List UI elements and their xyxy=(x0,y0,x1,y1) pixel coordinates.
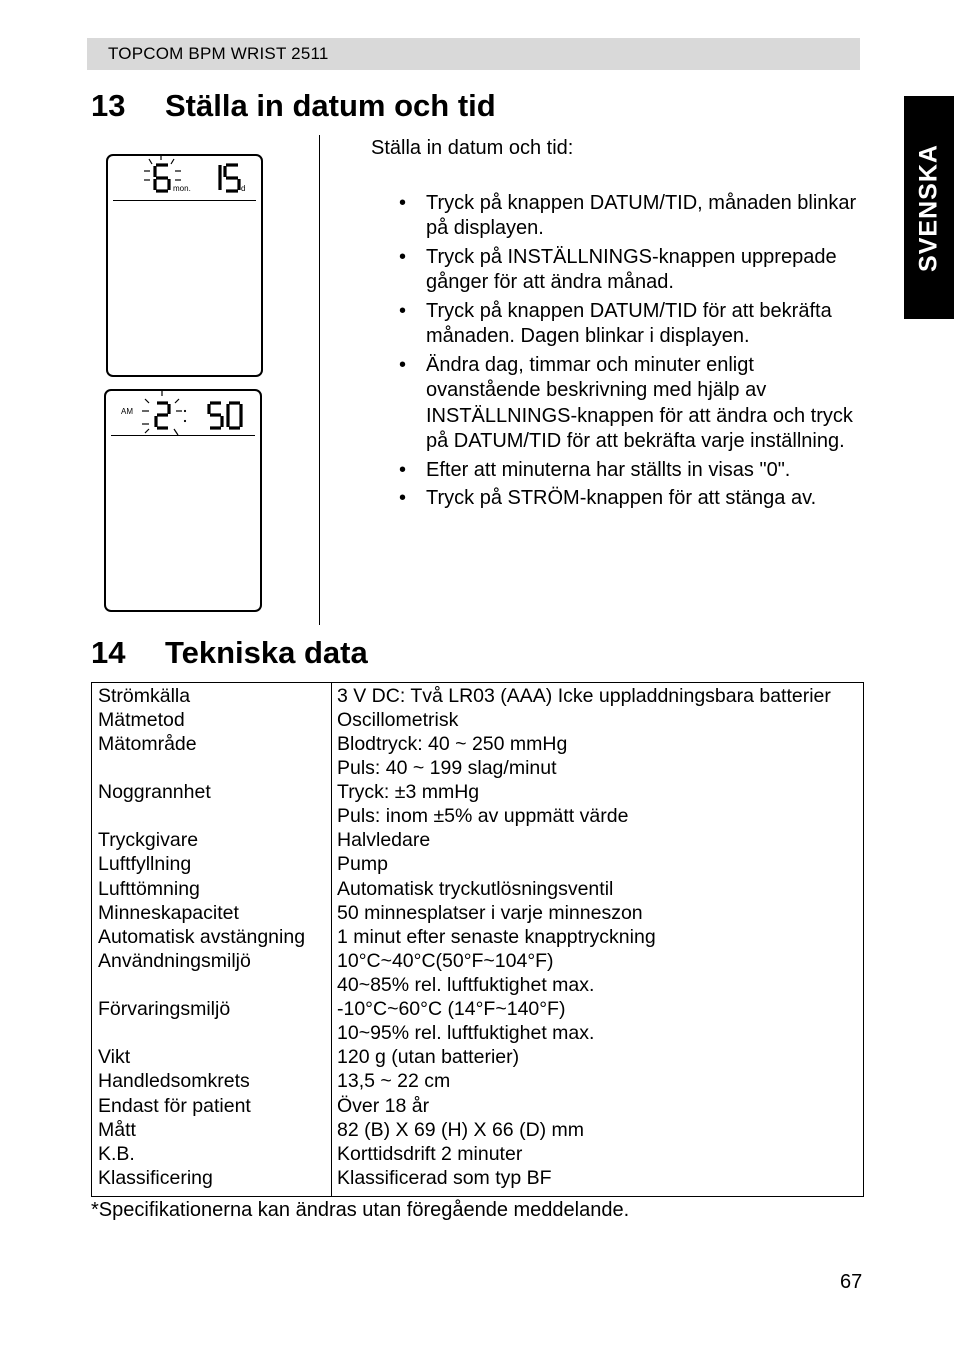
colon-dot xyxy=(184,420,186,422)
spec-value: Oscillometrisk xyxy=(337,709,459,731)
hour-digit-segments xyxy=(156,403,169,428)
lcd-divider xyxy=(113,200,256,201)
spec-value: -10°C~60°C (14°F~140°F) xyxy=(337,998,566,1020)
instruction-text: Ändra dag, timmar och minuter enligt ovanstående beskrivning med hjälp av INSTÄLLNINGS-knappen för att ändra och tryck på DATUM/TID för att bekräfta varje inställning. xyxy=(426,353,853,452)
month-unit: mon. xyxy=(173,184,191,193)
spec-key: Strömkälla xyxy=(98,685,191,707)
instruction-item xyxy=(371,191,861,242)
day-unit: d xyxy=(241,184,246,193)
spec-key: Handledsomkrets xyxy=(98,1070,250,1092)
instruction-text: Efter att minuterna har ställts in visas "0". xyxy=(426,458,791,481)
spec-value: Över 18 år xyxy=(337,1095,430,1117)
spec-key: Noggrannhet xyxy=(98,781,211,803)
spec-key: Förvaringsmiljö xyxy=(98,998,231,1020)
bullet-mark: • xyxy=(399,458,407,481)
spec-key: Endast för patient xyxy=(98,1095,251,1117)
running-header xyxy=(87,38,860,70)
lcd-display-time xyxy=(104,389,262,612)
spec-value: 1 minut efter senaste knapptryckning xyxy=(337,926,656,948)
blink-rays-month xyxy=(144,156,181,180)
instructions-block xyxy=(371,136,861,515)
spec-value: 50 minnesplatser i varje minneszon xyxy=(337,902,643,924)
instructions-intro: Ställa in datum och tid: xyxy=(371,137,574,159)
section-14-heading xyxy=(91,635,368,671)
spec-value: Korttidsdrift 2 minuter xyxy=(337,1143,523,1165)
spec-key: Mätmetod xyxy=(98,709,185,731)
spec-value: 10°C~40°C(50°F~104°F) xyxy=(337,950,554,972)
lcd-time-digits-graphic xyxy=(106,391,260,610)
bullet-mark: • xyxy=(399,353,407,376)
instruction-text: Tryck på INSTÄLLNINGS-knappen upprepade gånger för att ändra månad. xyxy=(426,245,837,293)
spec-key: K.B. xyxy=(98,1143,135,1165)
instruction-text: Tryck på STRÖM-knappen för att stänga av. xyxy=(426,487,817,509)
section-13-title: Ställa in datum och tid xyxy=(165,88,496,123)
minute-digit-segments xyxy=(209,403,241,428)
spec-value: Pump xyxy=(337,853,388,875)
spec-value: 40~85% rel. luftfuktighet max. xyxy=(337,974,595,996)
spec-value: Klassificerad som typ BF xyxy=(337,1167,552,1189)
section-13-number: 13 xyxy=(91,88,126,123)
language-tab xyxy=(904,96,954,319)
spec-value: Blodtryck: 40 ~ 250 mmHg xyxy=(337,733,568,755)
spec-key: Vikt xyxy=(98,1046,131,1068)
instruction-item xyxy=(371,458,861,484)
technical-data-table xyxy=(91,682,864,1197)
spec-key: Mätområde xyxy=(98,733,197,755)
spec-value: 3 V DC: Två LR03 (AAA) Icke uppladdningsbara batterier xyxy=(337,685,831,707)
instruction-item xyxy=(371,245,861,296)
spec-key: Klassificering xyxy=(98,1167,213,1189)
spec-key: Automatisk avstängning xyxy=(98,926,306,948)
month-digit-segments xyxy=(155,165,169,191)
spec-key: Tryckgivare xyxy=(98,829,199,851)
spec-key: Luftfyllning xyxy=(98,853,192,875)
spec-value: Halvledare xyxy=(337,829,431,851)
instructions-list xyxy=(371,191,861,512)
section-14-number: 14 xyxy=(91,635,126,670)
lcd-display-date xyxy=(106,154,263,377)
lcd-divider xyxy=(111,435,255,436)
spec-value: Puls: 40 ~ 199 slag/minut xyxy=(337,757,557,779)
instruction-text: Tryck på knappen DATUM/TID, månaden blinkar på displayen. xyxy=(426,191,857,239)
spec-key: Minneskapacitet xyxy=(98,902,239,924)
spec-key: Lufttömning xyxy=(98,878,200,900)
spec-value: 120 g (utan batterier) xyxy=(337,1046,520,1068)
spec-value: 82 (B) X 69 (H) X 66 (D) mm xyxy=(337,1119,585,1141)
spec-value: Puls: inom ±5% av uppmätt värde xyxy=(337,805,629,827)
ampm-indicator: AM xyxy=(121,407,133,416)
spec-value: 13,5 ~ 22 cm xyxy=(337,1070,451,1092)
table-column-divider xyxy=(331,683,332,1196)
running-header-title: TOPCOM BPM WRIST 2511 xyxy=(108,44,329,63)
colon-dot xyxy=(184,410,186,412)
bullet-mark: • xyxy=(399,191,407,214)
spec-key: Användningsmiljö xyxy=(98,950,251,972)
section-13-heading xyxy=(91,88,496,124)
day-digit-segments xyxy=(220,165,239,191)
spec-key: Mått xyxy=(98,1119,136,1141)
instruction-item xyxy=(371,353,861,455)
instruction-item xyxy=(371,299,861,350)
page-number: 67 xyxy=(840,1271,863,1293)
spec-value: Tryck: ±3 mmHg xyxy=(337,781,480,803)
bullet-mark: • xyxy=(399,487,407,509)
section-14-title: Tekniska data xyxy=(165,635,368,670)
bullet-mark: • xyxy=(399,245,407,268)
column-divider xyxy=(319,135,320,625)
instruction-text: Tryck på knappen DATUM/TID för att bekräfta månaden. Dagen blinkar i displayen. xyxy=(426,299,832,347)
language-tab-label: SVENSKA xyxy=(914,143,943,272)
spec-value: Automatisk tryckutlösningsventil xyxy=(337,878,614,900)
spec-value: 10~95% rel. luftfuktighet max. xyxy=(337,1022,595,1044)
lcd-date-digits-graphic xyxy=(108,156,261,375)
bullet-mark: • xyxy=(399,299,407,322)
instruction-item xyxy=(371,486,861,512)
footnote: *Specifikationerna kan ändras utan föregående meddelande. xyxy=(91,1199,630,1221)
